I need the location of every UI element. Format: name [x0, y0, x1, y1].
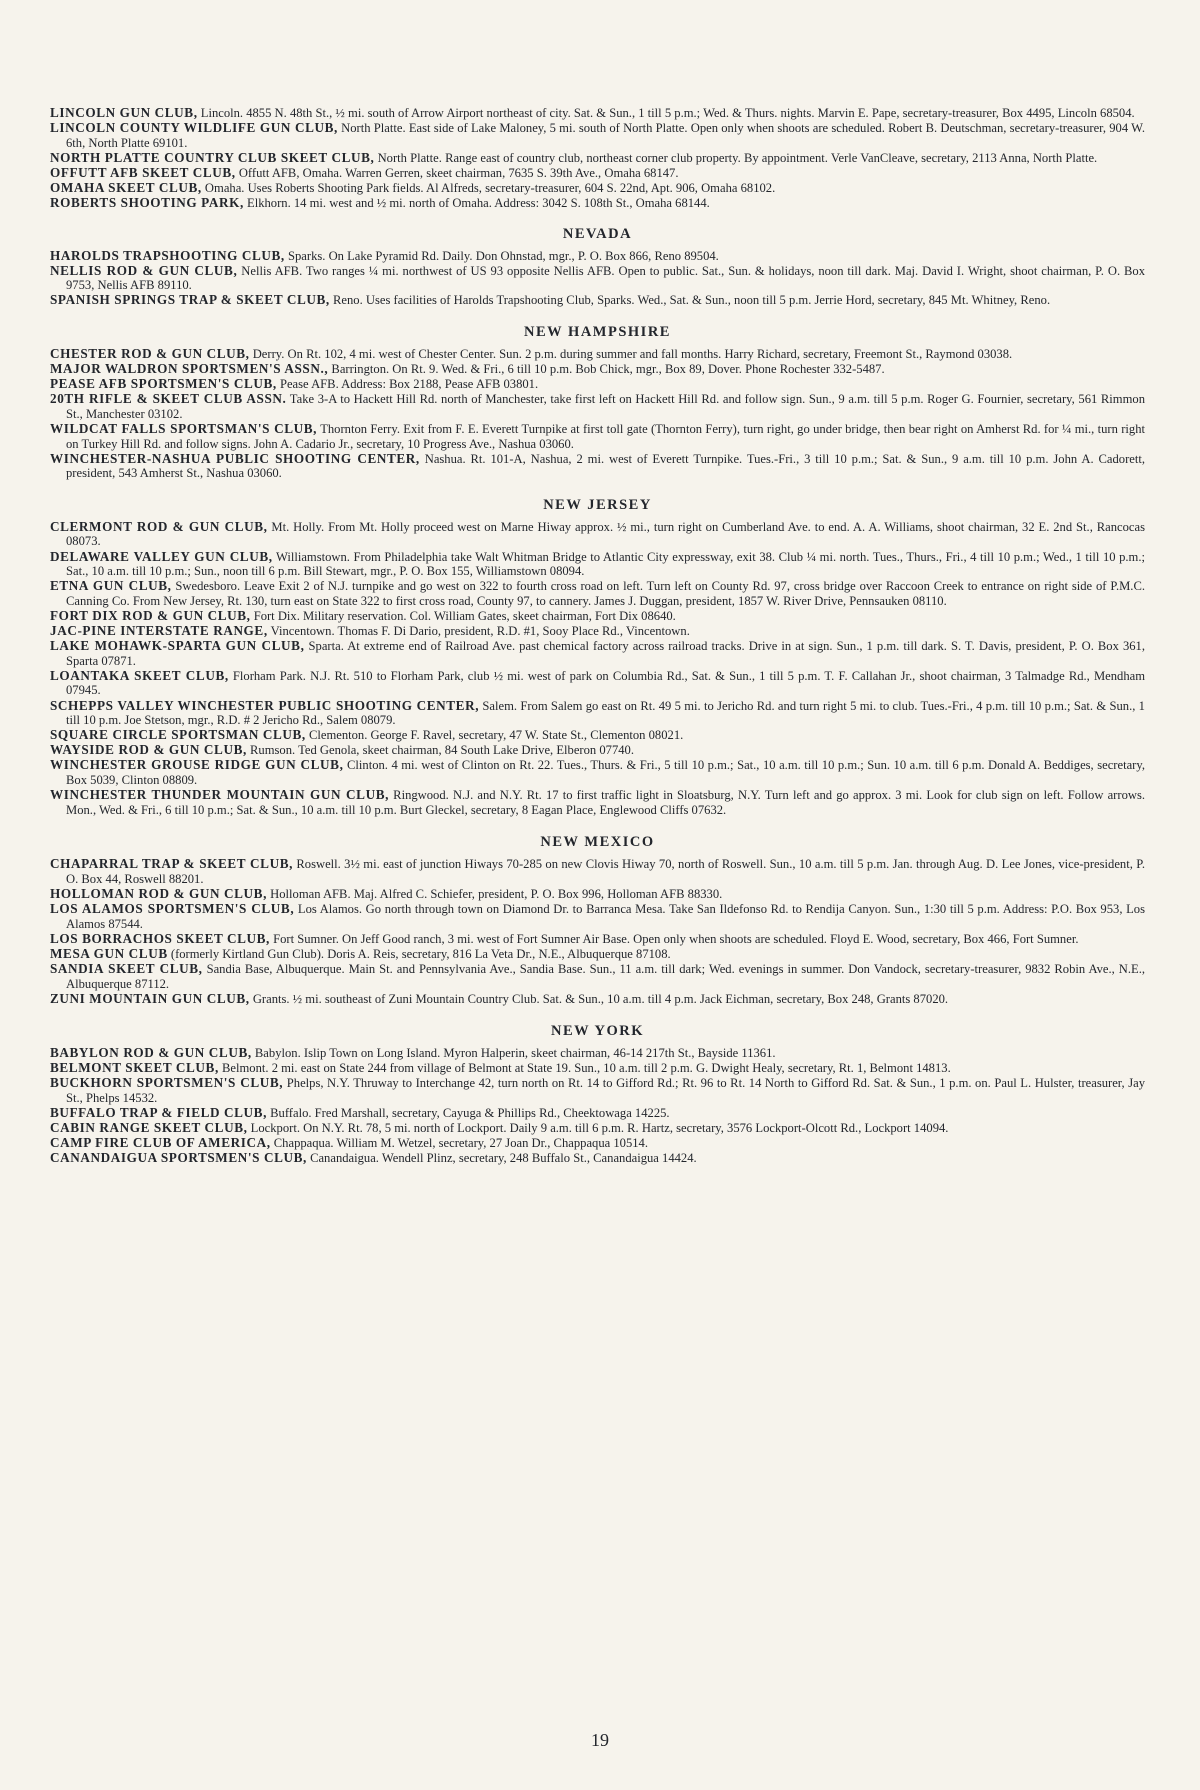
club-entry — [50, 962, 1145, 991]
section-heading: NEVADA — [562, 225, 633, 242]
club-name: WINCHESTER THUNDER MOUNTAIN GUN CLUB, — [50, 787, 389, 803]
club-entry — [50, 857, 1145, 886]
club-details: Belmont. 2 mi. east on State 244 from village of Belmont at State 19. Sun., 10 a.m. till 2 p.m. G. Dwight Healy, secretary, Rt. 1, Belmont 14813. — [222, 1061, 951, 1076]
club-entry — [50, 151, 1145, 166]
section-lincoln — [50, 106, 1145, 211]
club-name: LOANTAKA SKEET CLUB, — [50, 667, 229, 683]
club-details: Fort Sumner. On Jeff Good ranch, 3 mi. west of Fort Sumner Air Base. Open only when shoots are scheduled. Floyd E. Wood, secretary, Box 466, Fort Sumner. — [273, 931, 1079, 946]
club-entry — [50, 788, 1145, 817]
club-details: Reno. Uses facilities of Harolds Trapshooting Club, Sparks. Wed., Sat. & Sun., noon till 5 p.m. Jerrie Hord, secretary, 845 Mt. Whitney, Reno. — [332, 293, 1051, 308]
club-entry — [50, 550, 1145, 579]
section-nj — [50, 497, 1145, 817]
club-details: Mt. Holly. From Mt. Holly proceed west on Marne Hiway approx. ½ mi., turn right on Cumberland Ave. to end. A. A. Williams, shoot chairman, 32 E. 2nd St., Rancocas 08073. — [66, 519, 1145, 549]
club-name: BUFFALO TRAP & FIELD CLUB, — [50, 1105, 267, 1121]
club-name: CABIN RANGE SKEET CLUB, — [50, 1120, 248, 1136]
club-entry — [50, 1106, 1145, 1121]
club-details: Grants. ½ mi. southeast of Zuni Mountain Country Club. Sat. & Sun., 10 a.m. till 4 p.m. Jack Eichman, secretary, Box 248, Grants 87020. — [252, 991, 949, 1006]
club-name: PEASE AFB SPORTSMEN'S CLUB, — [50, 376, 277, 392]
club-details: Williamstown. From Philadelphia take Walt Whitman Bridge to Atlantic City expressway, exit 38. Club ¼ mi. north. Tues., Thurs., Fri., 4 till 10 p.m.; Wed., 1 till 10 p.m.; Sat., 10 a.m. till 10 p.m.; Sun., noon till 6 p.m. Bill Stewart, mgr., P. O. Box 155, Williamstown 08094. — [66, 549, 1145, 579]
club-entry — [50, 181, 1145, 196]
club-details: (formerly Kirtland Gun Club). Doris A. Reis, secretary, 816 La Veta Dr., N.E., Albuquerque 87108. — [170, 946, 671, 961]
club-entry — [50, 452, 1145, 481]
club-entry — [50, 264, 1145, 293]
club-details: Lincoln. 4855 N. 48th St., ½ mi. south of Arrow Airport northeast of city. Sat. & Sun., 1 till 5 p.m.; Wed. & Thurs. nights. Marvin E. Pape, secretary-treasurer, Box 4495, Lincoln 68504. — [200, 106, 1135, 120]
club-name: WILDCAT FALLS SPORTSMAN'S CLUB, — [50, 421, 318, 436]
section-nevada — [50, 226, 1145, 308]
club-name: BABYLON ROD & GUN CLUB, — [50, 1045, 252, 1061]
club-entry — [50, 362, 1145, 377]
club-name: NORTH PLATTE COUNTRY CLUB SKEET CLUB, — [50, 149, 375, 165]
club-entry — [50, 699, 1145, 728]
club-details: Swedesboro. Leave Exit 2 of N.J. turnpike and go west on 322 to fourth cross road on left. Turn left on County Rd. 97, cross bridge over Raccoon Creek to entrance on right side of P.M.C. Canning Co. From New Jersey, Rt. 130, turn east on State 322 to first cross road, County 97, to cannery. James J. Duggan, president, 1857 W. River Drive, Pennsauken 08110. — [66, 579, 1145, 608]
club-name: CHAPARRAL TRAP & SKEET CLUB, — [50, 856, 293, 872]
club-name: LINCOLN COUNTY WILDLIFE GUN CLUB, — [50, 120, 338, 136]
club-entry — [50, 106, 1145, 121]
section-nm — [50, 834, 1145, 1006]
club-name: HOLLOMAN ROD & GUN CLUB, — [50, 885, 267, 901]
club-name: ETNA GUN CLUB, — [50, 578, 172, 594]
section-heading: NEW HAMPSHIRE — [524, 324, 671, 341]
club-entry — [50, 947, 1145, 962]
club-name: CANANDAIGUA SPORTSMEN'S CLUB, — [50, 1150, 307, 1166]
club-entry — [50, 887, 1145, 902]
section-nh — [50, 324, 1145, 481]
club-entry — [50, 758, 1145, 787]
club-name: OMAHA SKEET CLUB, — [50, 179, 202, 195]
club-name: SPANISH SPRINGS TRAP & SKEET CLUB, — [50, 292, 330, 308]
club-listing — [50, 106, 1145, 1166]
club-entry — [50, 902, 1145, 931]
club-details: North Platte. East side of Lake Maloney, 5 mi. south of North Platte. Open only when shoots are scheduled. Robert B. Deutschman, secretary-treasurer, 904 W. 6th, North Platte 69101. — [66, 121, 1145, 150]
club-name: SANDIA SKEET CLUB, — [50, 960, 203, 976]
club-details: Offutt AFB, Omaha. Warren Gerren, skeet chairman, 7635 S. 39th Ave., Omaha 68147. — [238, 165, 679, 180]
club-name: BELMONT SKEET CLUB, — [50, 1060, 219, 1076]
club-entry — [50, 579, 1145, 608]
club-entry — [50, 728, 1145, 743]
club-entry — [50, 1136, 1145, 1151]
club-name: WINCHESTER GROUSE RIDGE GUN CLUB, — [50, 757, 344, 773]
club-details: Canandaigua. Wendell Plinz, secretary, 248 Buffalo St., Canandaigua 14424. — [310, 1151, 697, 1166]
page-number: 19 — [591, 1730, 609, 1750]
club-details: Derry. On Rt. 102, 4 mi. west of Chester Center. Sun. 2 p.m. during summer and fall months. Harry Richard, secretary, Freemont St., Raymond 03038. — [252, 347, 1013, 362]
club-entry — [50, 121, 1145, 150]
club-name: ROBERTS SHOOTING PARK, — [50, 195, 244, 211]
club-details: Nashua. Rt. 101-A, Nashua, 2 mi. west of Everett Turnpike. Tues.-Fri., 3 till 10 p.m.; Sat. & Sun., 9 a.m. till 10 p.m. John A. Cadorett, president, 543 Amherst St., Nashua 03060. — [66, 451, 1146, 481]
club-details: Salem. From Salem go east on Rt. 49 5 mi. to Jericho Rd. and turn right 5 mi. to club. Tues.-Fri., 4 p.m. till 10 p.m.; Sat. & Sun., 1 till 10 p.m. Joe Stetson, mgr., R.D. # 2 Jericho Rd., Salem 08079. — [66, 698, 1145, 728]
club-entry — [50, 166, 1145, 181]
club-name: OFFUTT AFB SKEET CLUB, — [50, 164, 236, 180]
club-name: DELAWARE VALLEY GUN CLUB, — [50, 548, 273, 564]
club-name: 20TH RIFLE & SKEET CLUB ASSN. — [50, 391, 287, 407]
club-name: HAROLDS TRAPSHOOTING CLUB, — [50, 247, 285, 263]
club-details: North Platte. Range east of country club, northeast corner club property. By appointment. Verle VanCleave, secretary, 2113 Anna, North Platte. — [377, 150, 1098, 165]
club-details: Florham Park. N.J. Rt. 510 to Florham Park, club ½ mi. west of park on Columbia Rd., Sat. & Sun., 1 till 5 p.m. T. F. Callahan Jr., shoot chairman, 3 Talmadge Rd., Mendham 07945. — [66, 668, 1146, 698]
club-details: Sandia Base, Albuquerque. Main St. and Pennsylvania Ave., Sandia Base. Sun., 11 a.m. till dark; Wed. evenings in summer. Don Vandock, secretary-treasurer, 9832 Robin Ave., N.E., Albuquerque 87112. — [66, 961, 1146, 991]
club-details: Thornton Ferry. Exit from F. E. Everett Turnpike at first toll gate (Thornton Ferry), turn right, go under bridge, then bear right on Amherst Rd. for ¼ mi., turn right on Turkey Hill Rd. and follow signs. John A. Cadario Jr., secretary, 10 Progress Ave., Nashua 03060. — [66, 422, 1146, 451]
club-entry — [50, 520, 1145, 549]
club-entry — [50, 377, 1145, 392]
club-details: Ringwood. N.J. and N.Y. Rt. 17 to first traffic light in Sloatsburg, N.Y. Turn left and go approx. 3 mi. Look for club sign on left. Follow arrows. Mon., Wed. & Fri., 6 till 10 p.m.; Sat. & Sun., 10 a.m. till 10 p.m. Burt Gleckel, secretary, 8 Eagan Place, Englewood Cliffs 07632. — [66, 788, 1146, 817]
club-details: Omaha. Uses Roberts Shooting Park fields. Al Alfreds, secretary-treasurer, 604 S. 22nd, Apt. 906, Omaha 68102. — [204, 180, 776, 195]
club-name: WINCHESTER-NASHUA PUBLIC SHOOTING CENTER, — [50, 450, 420, 466]
club-details: Barrington. On Rt. 9. Wed. & Fri., 6 till 10 p.m. Bob Chick, mgr., Box 89, Dover. Phone Rochester 332-5487. — [331, 362, 885, 377]
club-details: Los Alamos. Go north through town on Diamond Dr. to Barranca Mesa. Take San Ildefonso Rd. to Rendija Canyon. Sun., 1:30 till 5 p.m. Address: P.O. Box 953, Los Alamos 87544. — [66, 902, 1145, 931]
club-details: Nellis AFB. Two ranges ¼ mi. northwest of US 93 opposite Nellis AFB. Open to public. Sat., Sun. & holidays, noon till dark. Maj. David I. Wright, shoot chairman, P. O. Box 9753, Nellis AFB 89110. — [66, 263, 1145, 293]
club-entry — [50, 1151, 1145, 1166]
club-details: Clinton. 4 mi. west of Clinton on Rt. 22. Tues., Thurs. & Fri., 5 till 10 p.m.; Sat., 10 a.m. till 10 p.m.; Sun. 10 a.m. till 6 p.m. Donald A. Beddiges, secretary, Box 5039, Clinton 08809. — [66, 758, 1145, 787]
club-name: MAJOR WALDRON SPORTSMEN'S ASSN., — [50, 361, 329, 377]
club-entry — [50, 1076, 1145, 1105]
club-name: NELLIS ROD & GUN CLUB, — [50, 262, 238, 278]
club-entry — [50, 932, 1145, 947]
club-name: LAKE MOHAWK-SPARTA GUN CLUB, — [50, 638, 305, 654]
club-details: Buffalo. Fred Marshall, secretary, Cayuga & Phillips Rd., Cheektowaga 14225. — [270, 1106, 670, 1121]
club-details: Sparta. At extreme end of Railroad Ave. past chemical factory across railroad tracks. Drive in at sign. Sun., 1 p.m. till dark. S. T. Davis, president, P. O. Box 361, Sparta 07871. — [66, 639, 1145, 668]
club-name: ZUNI MOUNTAIN GUN CLUB, — [50, 990, 250, 1006]
club-entry — [50, 639, 1145, 668]
club-entry — [50, 992, 1145, 1007]
section-ny — [50, 1023, 1145, 1166]
club-name: MESA GUN CLUB — [50, 945, 168, 961]
club-details: Lockport. On N.Y. Rt. 78, 5 mi. north of Lockport. Daily 9 a.m. till 6 p.m. R. Hartz, secretary, 3576 Lockport-Olcott Rd., Lockport 14094. — [250, 1121, 949, 1136]
club-entry — [50, 1061, 1145, 1076]
club-entry — [50, 743, 1145, 758]
club-details: Elkhorn. 14 mi. west and ½ mi. north of Omaha. Address: 3042 S. 108th St., Omaha 68144. — [247, 196, 710, 211]
club-details: Roswell. 3½ mi. east of junction Hiways 70-285 on new Clovis Hiway 70, north of Roswell. Sun., 10 a.m. till 5 p.m. Jan. through Aug. D. Lee Jones, vice-president, P. O. Box 44, Roswell 88201. — [66, 857, 1145, 886]
club-entry — [50, 196, 1145, 211]
club-entry — [50, 1121, 1145, 1136]
club-entry — [50, 249, 1145, 264]
club-name: SCHEPPS VALLEY WINCHESTER PUBLIC SHOOTING CENTER, — [50, 697, 480, 713]
club-details: Rumson. Ted Genola, skeet chairman, 84 South Lake Drive, Elberon 07740. — [250, 743, 634, 758]
club-entry — [50, 624, 1145, 639]
club-entry — [50, 609, 1145, 624]
club-details: Fort Dix. Military reservation. Col. William Gates, skeet chairman, Fort Dix 08640. — [253, 608, 676, 623]
club-name: LOS BORRACHOS SKEET CLUB, — [50, 930, 270, 946]
section-heading: NEW YORK — [551, 1023, 644, 1040]
club-details: Sparks. On Lake Pyramid Rd. Daily. Don Ohnstad, mgr., P. O. Box 866, Reno 89504. — [287, 248, 719, 263]
club-details: Holloman AFB. Maj. Alfred C. Schiefer, president, P. O. Box 996, Holloman AFB 88330. — [270, 886, 723, 901]
club-details: Phelps, N.Y. Thruway to Interchange 42, turn north on Rt. 14 to Gifford Rd.; Rt. 96 to Rt. 14 North to Gifford Rd. Sat. & Sun., 1 p.m. on. Paul L. Hulster, treasurer, Jay St., Phelps 14532. — [66, 1076, 1145, 1105]
club-entry — [50, 422, 1145, 451]
club-name: BUCKHORN SPORTSMEN'S CLUB, — [50, 1075, 284, 1091]
club-name: JAC-PINE INTERSTATE RANGE, — [50, 623, 268, 639]
club-details: Clementon. George F. Ravel, secretary, 47 W. State St., Clementon 08021. — [308, 728, 684, 743]
club-entry — [50, 669, 1145, 698]
club-name: LINCOLN GUN CLUB, — [50, 105, 198, 120]
club-details: Chappaqua. William M. Wetzel, secretary, 27 Joan Dr., Chappaqua 10514. — [273, 1136, 648, 1151]
club-name: CLERMONT ROD & GUN CLUB, — [50, 518, 268, 534]
club-name: LOS ALAMOS SPORTSMEN'S CLUB, — [50, 901, 295, 917]
club-name: FORT DIX ROD & GUN CLUB, — [50, 607, 251, 623]
club-name: SQUARE CIRCLE SPORTSMAN CLUB, — [50, 727, 306, 743]
section-heading: NEW MEXICO — [540, 834, 655, 851]
club-entry — [50, 293, 1145, 308]
section-heading: NEW JERSEY — [543, 496, 652, 513]
club-details: Vincentown. Thomas F. Di Dario, president, R.D. #1, Sooy Place Rd., Vincentown. — [270, 624, 690, 639]
club-name: CHESTER ROD & GUN CLUB, — [50, 346, 250, 362]
club-details: Pease AFB. Address: Box 2188, Pease AFB 03801. — [279, 377, 539, 392]
club-entry — [50, 1046, 1145, 1061]
club-details: Take 3-A to Hackett Hill Rd. north of Manchester, take first left on Hackett Hill Rd. and follow sign. Sun., 9 a.m. till 5 p.m. Roger G. Fournier, secretary, 561 Rimmon St., Manchester 03102. — [66, 392, 1145, 421]
club-entry — [50, 392, 1145, 421]
club-name: CAMP FIRE CLUB OF AMERICA, — [50, 1135, 271, 1151]
club-details: Babylon. Islip Town on Long Island. Myron Halperin, skeet chairman, 46-14 217th St., Bayside 11361. — [254, 1046, 776, 1061]
club-name: WAYSIDE ROD & GUN CLUB, — [50, 742, 247, 758]
club-entry — [50, 347, 1145, 362]
